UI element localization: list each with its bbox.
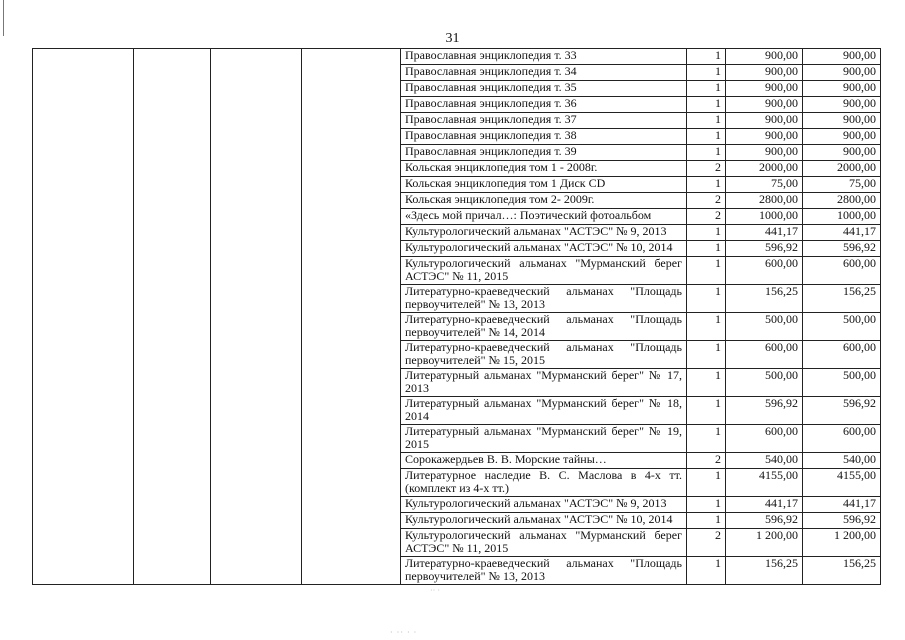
item-qty-cell: 1	[687, 97, 726, 113]
item-title-cell: Литературное наследие В. С. Маслова в 4-х тт. (комплект из 4-х тт.)	[401, 469, 687, 497]
item-qty-cell: 2	[687, 529, 726, 557]
item-sum-cell: 156,25	[803, 557, 881, 585]
item-qty-cell: 1	[687, 241, 726, 257]
item-title-cell: Культурологический альманах "АСТЭС" № 9, 2013	[401, 497, 687, 513]
scan-smudge: · ·· · ·	[390, 628, 418, 637]
item-title-cell: Культурологический альманах "АСТЭС" № 10, 2014	[401, 513, 687, 529]
item-sum-cell: 1000,00	[803, 209, 881, 225]
item-title-cell: «Здесь мой причал…: Поэтический фотоальбом	[401, 209, 687, 225]
scan-smudge: ·· ·	[430, 586, 440, 595]
item-qty-cell: 1	[687, 369, 726, 397]
item-price-cell: 1000,00	[726, 209, 803, 225]
item-price-cell: 900,00	[726, 129, 803, 145]
item-qty-cell: 1	[687, 49, 726, 65]
item-price-cell: 900,00	[726, 113, 803, 129]
item-title-cell: Литературно-краеведческий альманах "Площадь первоучителей" № 13, 2013	[401, 557, 687, 585]
item-sum-cell: 500,00	[803, 313, 881, 341]
item-qty-cell: 1	[687, 285, 726, 313]
item-sum-cell: 156,25	[803, 285, 881, 313]
item-price-cell: 540,00	[726, 453, 803, 469]
item-price-cell: 2800,00	[726, 193, 803, 209]
item-sum-cell: 900,00	[803, 65, 881, 81]
item-title-cell: Литературно-краеведческий альманах "Площадь первоучителей" № 14, 2014	[401, 313, 687, 341]
item-qty-cell: 1	[687, 177, 726, 193]
item-sum-cell: 2800,00	[803, 193, 881, 209]
item-price-cell: 900,00	[726, 81, 803, 97]
item-qty-cell: 1	[687, 513, 726, 529]
item-title-cell: Литературный альманах "Мурманский берег" № 18, 2014	[401, 397, 687, 425]
empty-column-cell	[302, 49, 401, 585]
item-sum-cell: 75,00	[803, 177, 881, 193]
item-price-cell: 441,17	[726, 497, 803, 513]
item-title-cell: Литературно-краеведческий альманах "Площадь первоучителей" № 13, 2013	[401, 285, 687, 313]
item-sum-cell: 900,00	[803, 113, 881, 129]
item-title-cell: Кольская энциклопедия том 1 - 2008г.	[401, 161, 687, 177]
item-qty-cell: 1	[687, 313, 726, 341]
item-price-cell: 156,25	[726, 285, 803, 313]
item-sum-cell: 600,00	[803, 257, 881, 285]
item-qty-cell: 2	[687, 209, 726, 225]
item-price-cell: 600,00	[726, 341, 803, 369]
item-price-cell: 4155,00	[726, 469, 803, 497]
item-qty-cell: 1	[687, 65, 726, 81]
item-title-cell: Кольская энциклопедия том 1 Диск CD	[401, 177, 687, 193]
item-price-cell: 156,25	[726, 557, 803, 585]
item-price-cell: 2000,00	[726, 161, 803, 177]
item-sum-cell: 900,00	[803, 97, 881, 113]
item-title-cell: Культурологический альманах "Мурманский берег АСТЭС" № 11, 2015	[401, 529, 687, 557]
empty-column-cell	[134, 49, 211, 585]
item-sum-cell: 900,00	[803, 145, 881, 161]
item-qty-cell: 1	[687, 113, 726, 129]
item-price-cell: 600,00	[726, 257, 803, 285]
item-sum-cell: 500,00	[803, 369, 881, 397]
item-qty-cell: 2	[687, 161, 726, 177]
empty-column-cell	[33, 49, 134, 585]
item-price-cell: 900,00	[726, 65, 803, 81]
item-qty-cell: 1	[687, 341, 726, 369]
item-sum-cell: 600,00	[803, 425, 881, 453]
item-sum-cell: 600,00	[803, 341, 881, 369]
item-title-cell: Культурологический альманах "АСТЭС" № 10, 2014	[401, 241, 687, 257]
page-number: 31	[445, 31, 460, 46]
item-sum-cell: 2000,00	[803, 161, 881, 177]
item-title-cell: Православная энциклопедия т. 38	[401, 129, 687, 145]
item-title-cell: Культурологический альманах "Мурманский берег АСТЭС" № 11, 2015	[401, 257, 687, 285]
item-title-cell: Православная энциклопедия т. 37	[401, 113, 687, 129]
item-qty-cell: 1	[687, 257, 726, 285]
item-title-cell: Православная энциклопедия т. 35	[401, 81, 687, 97]
item-sum-cell: 596,92	[803, 513, 881, 529]
item-sum-cell: 900,00	[803, 129, 881, 145]
item-title-cell: Сорокажердьев В. В. Морские тайны…	[401, 453, 687, 469]
item-price-cell: 500,00	[726, 313, 803, 341]
item-sum-cell: 441,17	[803, 497, 881, 513]
item-price-cell: 900,00	[726, 49, 803, 65]
empty-column-cell	[211, 49, 302, 585]
item-qty-cell: 1	[687, 557, 726, 585]
item-qty-cell: 1	[687, 129, 726, 145]
item-sum-cell: 900,00	[803, 81, 881, 97]
item-price-cell: 1 200,00	[726, 529, 803, 557]
item-price-cell: 600,00	[726, 425, 803, 453]
item-title-cell: Кольская энциклопедия том 2- 2009г.	[401, 193, 687, 209]
item-title-cell: Православная энциклопедия т. 34	[401, 65, 687, 81]
item-title-cell: Литературно-краеведческий альманах "Площадь первоучителей" № 15, 2015	[401, 341, 687, 369]
item-qty-cell: 2	[687, 193, 726, 209]
item-sum-cell: 441,17	[803, 225, 881, 241]
item-price-cell: 900,00	[726, 97, 803, 113]
item-title-cell: Православная энциклопедия т. 39	[401, 145, 687, 161]
item-sum-cell: 900,00	[803, 49, 881, 65]
item-qty-cell: 1	[687, 81, 726, 97]
item-price-cell: 500,00	[726, 369, 803, 397]
item-title-cell: Православная энциклопедия т. 36	[401, 97, 687, 113]
table-body	[33, 49, 881, 585]
item-title-cell: Православная энциклопедия т. 33	[401, 49, 687, 65]
item-price-cell: 596,92	[726, 513, 803, 529]
inventory-table	[32, 48, 881, 585]
item-price-cell: 596,92	[726, 241, 803, 257]
item-sum-cell: 1 200,00	[803, 529, 881, 557]
item-title-cell: Литературный альманах "Мурманский берег" № 19, 2015	[401, 425, 687, 453]
item-price-cell: 596,92	[726, 397, 803, 425]
table-row	[33, 49, 881, 65]
item-sum-cell: 540,00	[803, 453, 881, 469]
item-qty-cell: 1	[687, 397, 726, 425]
item-qty-cell: 1	[687, 469, 726, 497]
item-sum-cell: 4155,00	[803, 469, 881, 497]
item-qty-cell: 1	[687, 145, 726, 161]
item-sum-cell: 596,92	[803, 241, 881, 257]
item-title-cell: Культурологический альманах "АСТЭС" № 9, 2013	[401, 225, 687, 241]
item-sum-cell: 596,92	[803, 397, 881, 425]
item-price-cell: 900,00	[726, 145, 803, 161]
item-qty-cell: 1	[687, 225, 726, 241]
item-price-cell: 75,00	[726, 177, 803, 193]
item-price-cell: 441,17	[726, 225, 803, 241]
item-qty-cell: 1	[687, 425, 726, 453]
item-qty-cell: 2	[687, 453, 726, 469]
item-qty-cell: 1	[687, 497, 726, 513]
item-title-cell: Литературный альманах "Мурманский берег" № 17, 2013	[401, 369, 687, 397]
